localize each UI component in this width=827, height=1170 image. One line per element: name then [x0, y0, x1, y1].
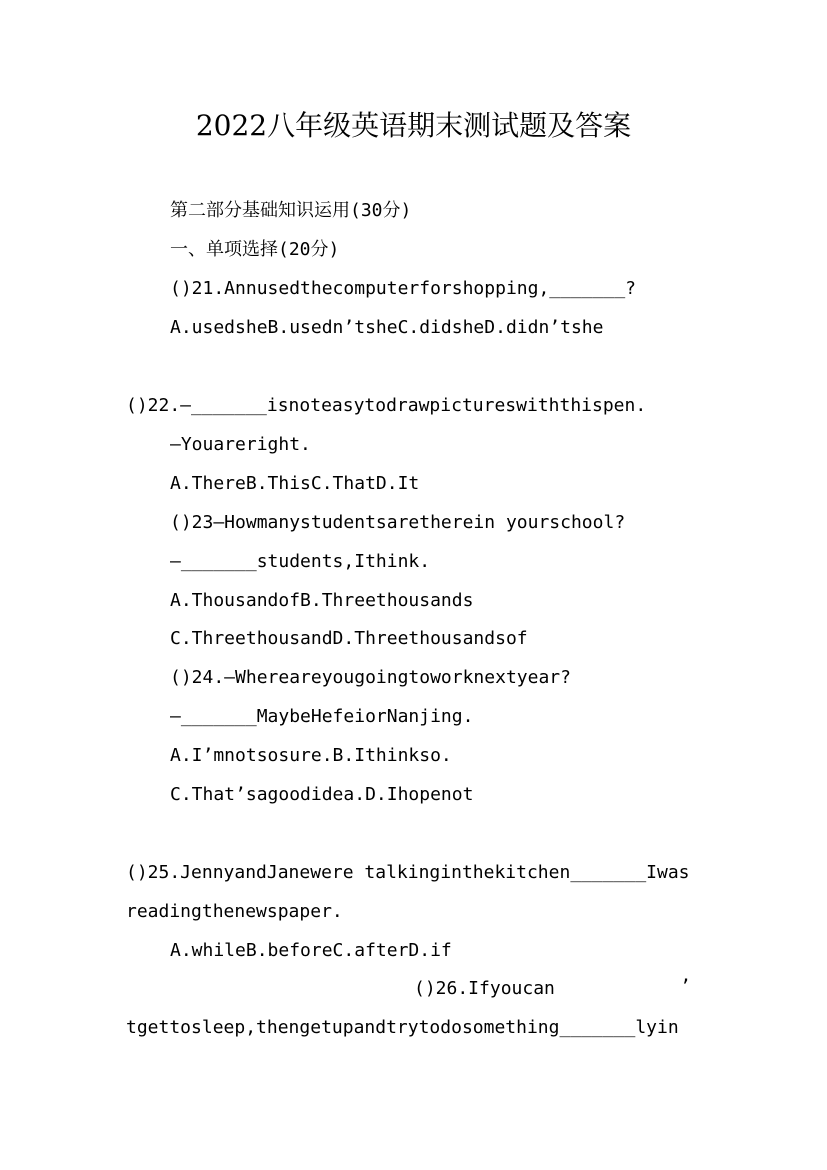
question-23-options-ab: A.ThousandofB.Threethousands [170, 590, 474, 611]
question-26-continued: tgettosleep,thengetupandtrytodosomething_______lyin [126, 1017, 679, 1038]
question-23-reply: —_______students,Ithink. [170, 551, 431, 572]
subsection-heading: 一、单项选择(20分) [170, 239, 340, 260]
question-24-options-cd: C.That’sagoodidea.D.Ihopenot [170, 784, 474, 805]
question-23-options-cd: C.ThreethousandD.Threethousandsof [170, 628, 528, 649]
question-25-options: A.whileB.beforeC.afterD.if [170, 940, 452, 961]
question-22-reply: —Youareright. [170, 434, 311, 455]
section-heading: 第二部分基础知识运用(30分) [170, 200, 412, 221]
question-22: ()22.—_______isnoteasytodrawpictureswiththispen. [126, 395, 647, 416]
question-25: ()25.JennyandJanewere talkinginthekitchen_______Iwas [126, 862, 690, 883]
question-21-options: A.usedsheB.usedn’tsheC.didsheD.didn’tshe [170, 317, 604, 338]
question-26: ()26.Ifyoucan [414, 978, 555, 999]
document-title: 2022八年级英语期末测试题及答案 [195, 109, 632, 142]
question-24-options-ab: A.I’mnotsosure.B.Ithinkso. [170, 745, 452, 766]
question-22-options: A.ThereB.ThisC.ThatD.It [170, 473, 420, 494]
question-24-reply: —_______MaybeHefeiorNanjing. [170, 706, 474, 727]
question-24: ()24.—Whereareyougoingtoworknextyear? [170, 667, 571, 688]
question-21: ()21.Annusedthecomputerforshopping,_______? [170, 278, 636, 299]
question-26-apostrophe: ’ [680, 976, 691, 997]
question-25-continued: readingthenewspaper. [126, 901, 343, 922]
question-23: ()23—Howmanystudentsaretherein yourschool? [170, 512, 626, 533]
